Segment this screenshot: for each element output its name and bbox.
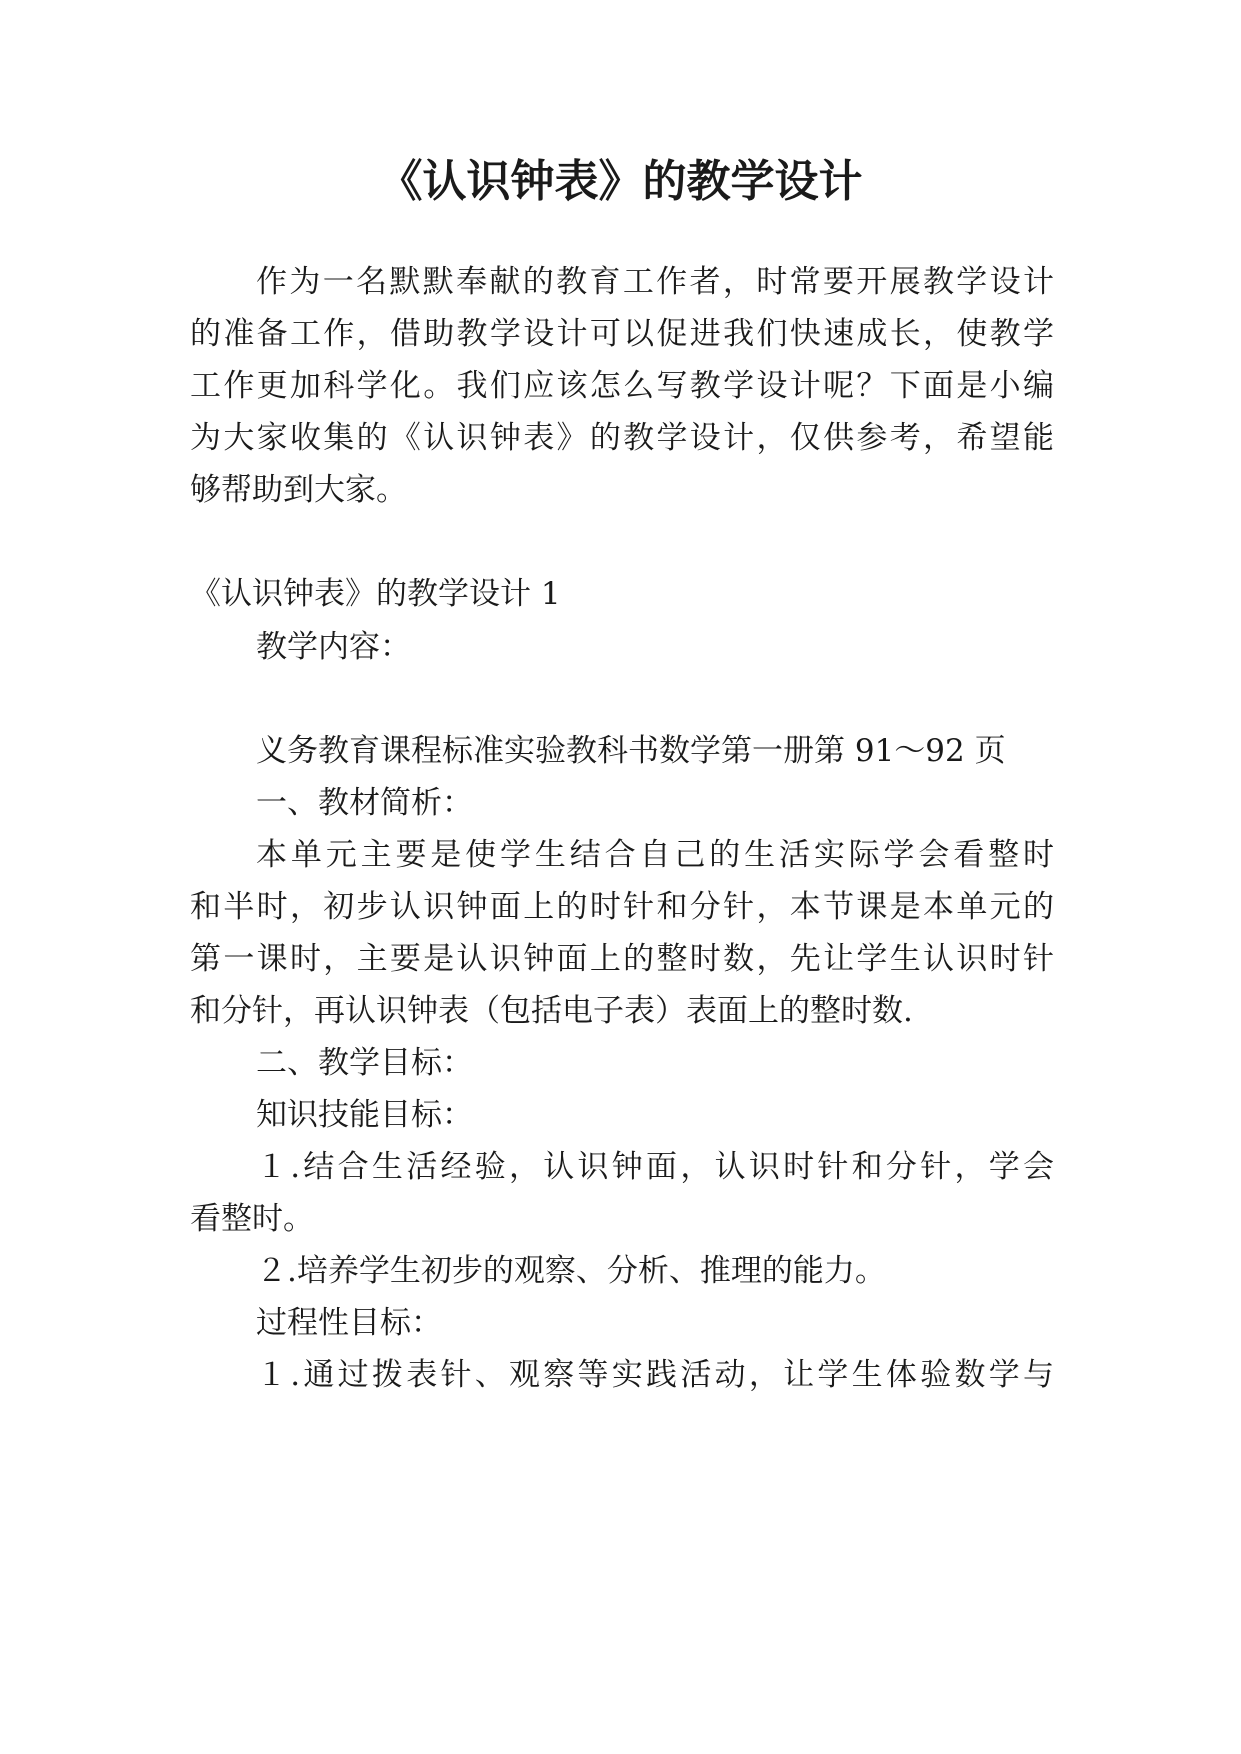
intro-line-4: 为大家收集的《认识钟表》的教学设计，仅供参考，希望能 (190, 420, 1054, 456)
analysis-line-2: 和半时，初步认识钟面上的时针和分针，本节课是本单元的 (190, 889, 1054, 925)
section-heading: 《认识钟表》的教学设计 1 (190, 576, 561, 612)
content-text: 义务教育课程标准实验教科书数学第一册第 91～92 页 (256, 733, 1006, 769)
knowledge-heading: 知识技能目标： (256, 1097, 473, 1133)
goals-heading: 二、教学目标： (256, 1045, 473, 1081)
knowledge-item-2: ２.培养学生初步的观察、分析、推理的能力。 (256, 1253, 886, 1289)
intro-line-5: 够帮助到大家。 (190, 472, 407, 508)
intro-line-1: 作为一名默默奉献的教育工作者，时常要开展教学设计 (256, 264, 1054, 300)
intro-line-3: 工作更加科学化。我们应该怎么写教学设计呢？下面是小编 (190, 368, 1054, 404)
knowledge-item-1-line-1: １.结合生活经验，认识钟面，认识时针和分针，学会 (256, 1149, 1054, 1185)
analysis-line-1: 本单元主要是使学生结合自己的生活实际学会看整时 (256, 837, 1054, 873)
analysis-line-3: 第一课时，主要是认识钟面上的整时数，先让学生认识时针 (190, 941, 1054, 977)
process-item-1: １.通过拨表针、观察等实践活动，让学生体验数学与 (256, 1357, 1054, 1393)
intro-line-2: 的准备工作，借助教学设计可以促进我们快速成长，使教学 (190, 316, 1054, 352)
analysis-heading: 一、教材简析： (256, 785, 473, 821)
analysis-line-4: 和分针，再认识钟表（包括电子表）表面上的整时数. (190, 993, 913, 1029)
content-label: 教学内容： (256, 629, 411, 665)
knowledge-item-1-line-2: 看整时。 (190, 1201, 314, 1237)
document-title: 《认识钟表》的教学设计 (378, 156, 863, 207)
process-heading: 过程性目标： (256, 1305, 442, 1341)
